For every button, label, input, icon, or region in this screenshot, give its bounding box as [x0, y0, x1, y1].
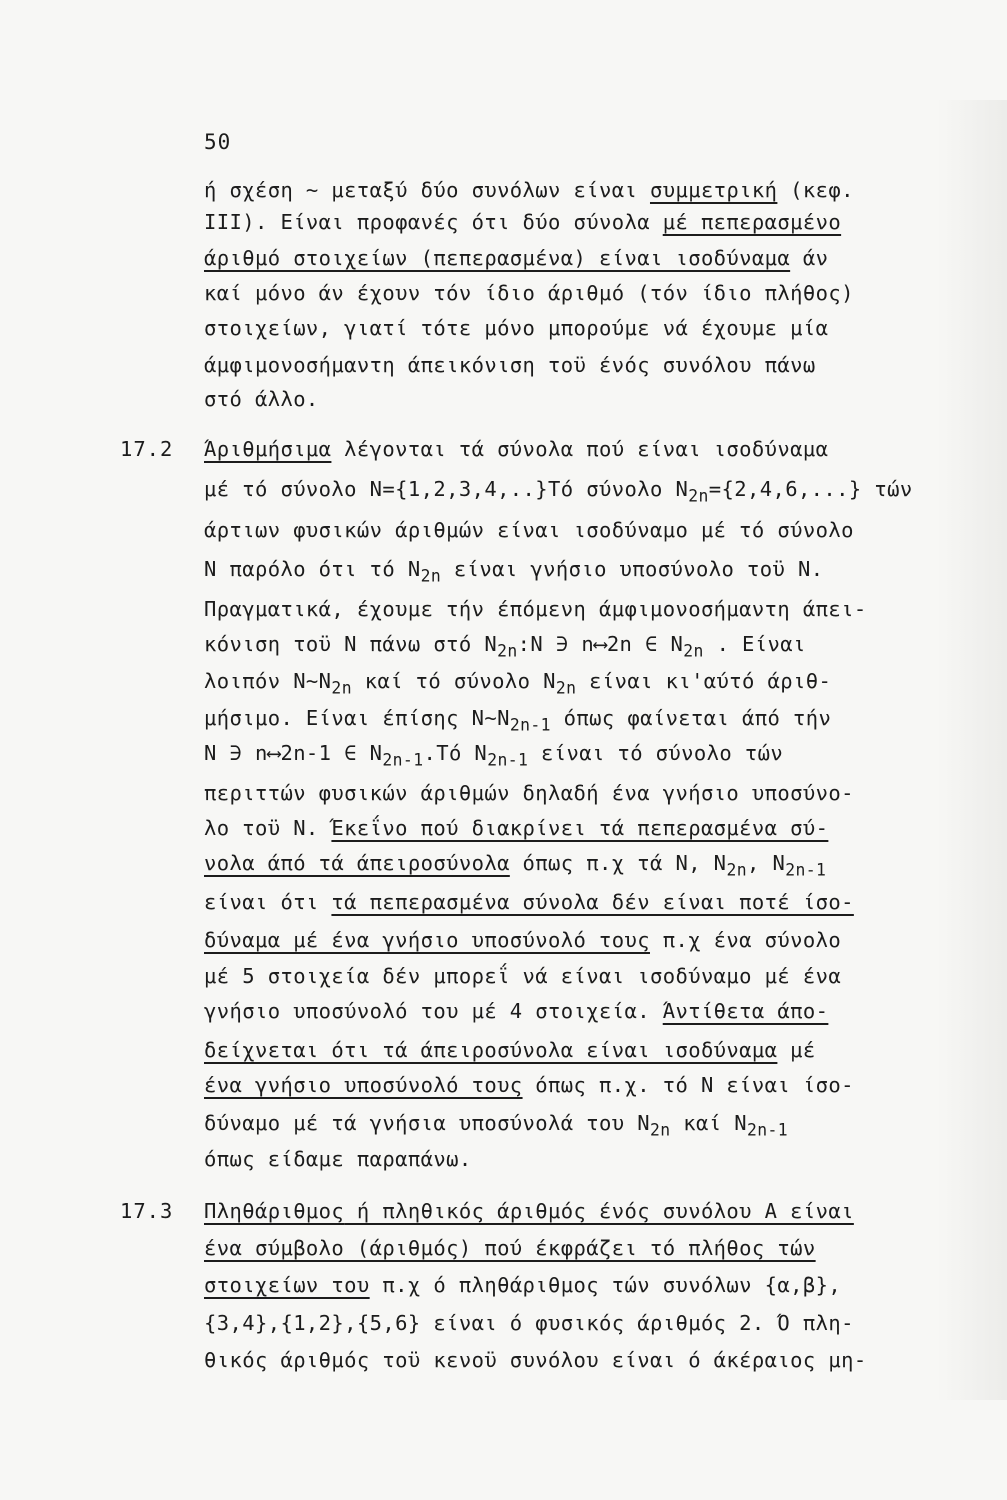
bleed-through-shadow [937, 100, 1007, 1400]
text-line: N παρόλο ότι τό $N_{2n}$ είναι γνήσιο υποσύνολο τοϋ N. [204, 557, 824, 586]
text-line: στοιχείων του π.χ ό πληθάριθμος τών συνόλων {α,β}, [204, 1273, 842, 1297]
section-number: 17.3 [120, 1199, 174, 1223]
text-line: N ∋ n⟷2n-1 ∈ $N_{2n-1}.Tό$ $N_{2n-1}$ είναι τό σύνολο τών [204, 741, 784, 770]
text-line: ένα γνήσιο υποσύνολό τους όπως π.χ. τό N είναι ίσο- [204, 1073, 854, 1097]
text-line: ή σχέση ∼ μεταξύ δύο συνόλων είναι συμμετρική (κεφ. [204, 178, 854, 202]
text-line: περιττών φυσικών άριθμών δηλαδή ένα γνήσιο υποσύνο- [204, 781, 854, 805]
text-line: μέ τό σύνολο N={1,2,3,4,..}Τό σύνολο $N_{2n}=\{2,4,6,...\}$ τών [204, 477, 913, 506]
text-line: Πραγματικά, έχουμε τήν έπόμενη άμφιμονοσήμαντη άπει- [204, 597, 867, 621]
text-line: γνήσιο υποσύνολό του μέ 4 στοιχεία. Άντίθετα άπο- [204, 999, 829, 1023]
section-number: 17.2 [120, 437, 174, 461]
text-line: λοιπόν $N\sim N_{2n}$ καί τό σύνολο $N_{2n}$ είναι κι'αύτό άριθ- [204, 669, 832, 698]
text-line: Άριθμήσιμα λέγονται τά σύνολα πού είναι ισοδύναμα [204, 437, 829, 461]
text-line: ένα σύμβολο (άριθμός) πού έκφράζει τό πλήθος τών [204, 1236, 816, 1260]
text-line: νολα άπό τά άπειροσύνολα όπως π.χ τά N, $N_{2n}$, $N_{2n-1}$ [204, 851, 827, 880]
text-line: δείχνεται ότι τά άπειροσύνολα είναι ισοδύναμα μέ [204, 1038, 816, 1062]
text-line: όπως είδαμε παραπάνω. [204, 1147, 472, 1171]
text-line: άρτιων φυσικών άριθμών είναι ισοδύναμο μέ τό σύνολο [204, 518, 854, 542]
page-number: 50 [204, 130, 232, 154]
text-line: λο τοϋ N. Έκεΐνο πού διακρίνει τά πεπερασμένα σύ- [204, 816, 829, 840]
text-line: κόνιση τοϋ N πάνω στό $N_{2n}:N$ ∋ n⟷2n ∈ $N_{2n}$ . Είναι [204, 632, 806, 661]
text-line: μήσιμο. Είναι έπίσης $N\sim N_{2n-1}$ όπως φαίνεται άπό τήν [204, 706, 832, 735]
text-line: είναι ότι τά πεπερασμένα σύνολα δέν είναι ποτέ ίσο- [204, 890, 854, 914]
text-line: στό άλλο. [204, 387, 319, 411]
text-line: δύναμα μέ ένα γνήσιο υποσύνολό τους π.χ ένα σύνολο [204, 928, 842, 952]
text-line: άριθμό στοιχείων (πεπερασμένα) είναι ισοδύναμα άν [204, 246, 829, 270]
text-line: θικός άριθμός τοϋ κενοϋ συνόλου είναι ό άκέραιος μη- [204, 1348, 867, 1372]
text-line: {3,4},{1,2},{5,6} είναι ό φυσικός άριθμός 2. Ό πλη- [204, 1311, 854, 1335]
text-line: άμφιμονοσήμαντη άπεικόνιση τοϋ ένός συνόλου πάνω [204, 353, 816, 377]
text-line: καί μόνο άν έχουν τόν ίδιο άριθμό (τόν ίδιο πλήθος) [204, 281, 854, 305]
text-line: ΙΙΙ). Είναι προφανές ότι δύο σύνολα μέ πεπερασμένο [204, 210, 842, 234]
text-line: δύναμο μέ τά γνήσια υποσύνολά του $N_{2n}$ καί $N_{2n-1}$ [204, 1111, 789, 1140]
text-line: μέ 5 στοιχεία δέν μπορεΐ νά είναι ισοδύναμο μέ ένα [204, 964, 842, 988]
text-line: στοιχείων, γιατί τότε μόνο μπορούμε νά έχουμε μία [204, 316, 829, 340]
text-line: Πληθάριθμος ή πληθικός άριθμός ένός συνόλου A είναι [204, 1199, 854, 1223]
